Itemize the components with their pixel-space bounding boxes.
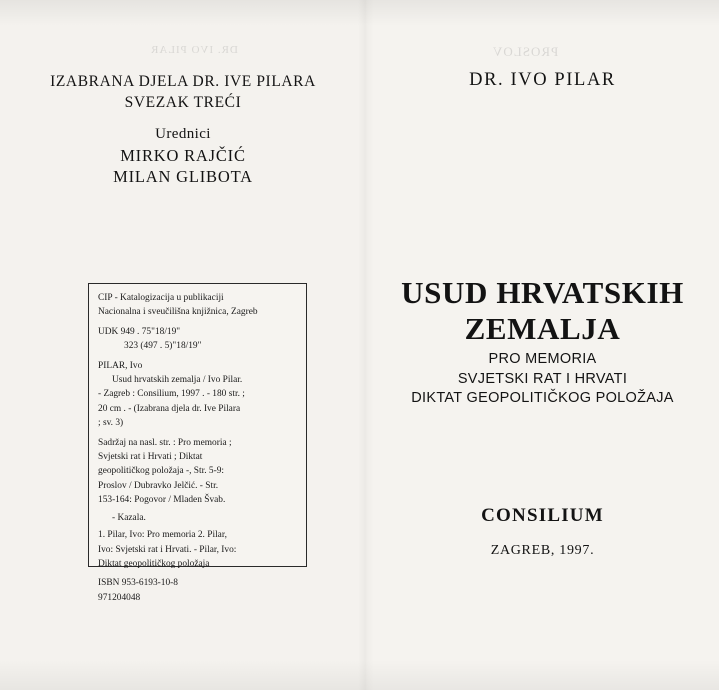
cip-note-6: - Kazala.	[112, 512, 146, 523]
cip-note-3: geopolitičkog položaja -, Str. 5-9:	[98, 466, 225, 477]
title-line-2: ZEMALJA	[464, 311, 621, 346]
cip-heading-1: CIP - Katalogizacija u publikaciji	[98, 293, 224, 303]
cip-imprint-3: ; sv. 3)	[98, 418, 124, 429]
editors-list	[0, 145, 366, 187]
top-edge-shadow	[0, 0, 719, 26]
subtitle-line-2: SVJETSKI RAT I HRVATI	[457, 370, 628, 387]
ghost-text-left: DR. IVO PILAR	[150, 44, 238, 56]
author-name: DR. IVO PILAR	[469, 70, 616, 90]
subtitle-line-1: PRO MEMORIA	[488, 351, 597, 367]
cip-note-5: 153-164: Pogovor / Mladen Švab.	[98, 495, 226, 506]
subtitle-line-3: DIKTAT GEOPOLITIČKOG POLOŽAJA	[411, 390, 674, 407]
publisher-name: CONSILIUM	[481, 505, 604, 526]
ghost-text-right: PROSLOV	[492, 44, 559, 59]
cip-subject-3: Diktat geopolitičkog položaja	[98, 558, 210, 569]
cip-note-4: Proslov / Dubravko Jelčić. - Str.	[98, 480, 219, 491]
cip-author-heading: PILAR, Ivo	[98, 360, 143, 371]
cip-title-statement: Usud hrvatskih zemalja / Ivo Pilar.	[112, 375, 243, 386]
cip-heading-2: Nacionalna i sveučilišna knjižnica, Zagreb	[98, 307, 258, 318]
cip-udk-2: 323 (497 . 5)"18/19"	[124, 341, 202, 352]
cip-subject-1: 1. Pilar, Ivo: Pro memoria 2. Pilar,	[98, 530, 227, 541]
cip-record-box	[88, 283, 307, 603]
subtitle-block	[366, 350, 719, 409]
cip-udk-1: UDK 949 . 75"18/19"	[98, 326, 181, 337]
cip-note-2: Svjetski rat i Hrvati ; Diktat	[98, 452, 203, 463]
cip-imprint-1: - Zagreb : Consilium, 1997 . - 180 str. ;	[98, 389, 245, 400]
cip-isbn: ISBN 953-6193-10-8	[98, 578, 178, 589]
cip-record-number: 971204048	[98, 592, 141, 603]
series-line-1: IZABRANA DJELA DR. IVE PILARA	[50, 73, 316, 90]
cip-note-1: Sadržaj na nasl. str. : Pro memoria ;	[98, 437, 232, 448]
place-and-year: ZAGREB, 1997.	[490, 543, 595, 558]
cip-subject-2: Ivo: Svjetski rat i Hrvati. - Pilar, Ivo:	[98, 544, 237, 555]
cip-imprint-2: 20 cm . - (Izabrana djela dr. Ive Pilara	[98, 403, 241, 414]
bottom-edge-shadow	[0, 660, 719, 690]
title-line-1: USUD HRVATSKIH	[401, 275, 684, 310]
series-line-2: SVEZAK TREĆI	[124, 93, 242, 111]
series-statement	[0, 72, 366, 114]
editor-name-2: MILAN GLIBOTA	[113, 167, 253, 187]
editors-label: Urednici	[155, 126, 211, 142]
editor-name-1: MIRKO RAJČIĆ	[120, 146, 246, 165]
